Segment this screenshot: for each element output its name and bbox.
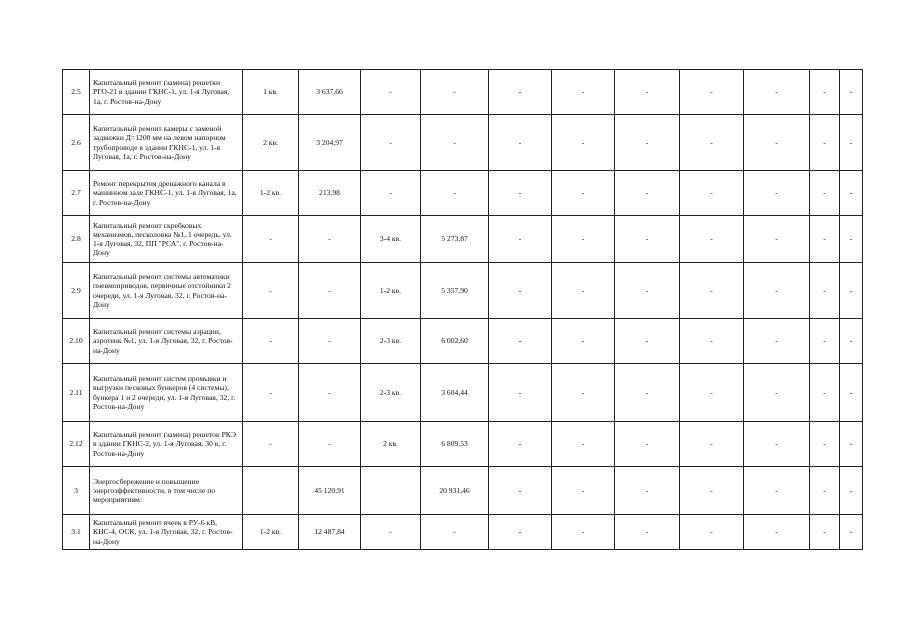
period-1: 1-2 кв. [243,515,299,550]
empty-period-cell: - [552,171,615,216]
empty-period-cell: - [810,263,840,319]
empty-period-cell: - [489,319,552,364]
table-row [63,467,863,515]
empty-period-cell: - [840,422,863,467]
empty-period-cell: - [615,115,680,171]
empty-period-cell: - [489,171,552,216]
empty-period-cell: - [552,319,615,364]
cost-2: 5 273,87 [421,216,489,263]
table-row [63,515,863,550]
cost-1: 3 637,66 [299,70,361,115]
empty-period-cell: - [744,70,810,115]
table-row [63,364,863,422]
empty-period-cell: - [615,319,680,364]
empty-period-cell: - [615,263,680,319]
period-2: - [361,70,421,115]
empty-period-cell: - [744,467,810,515]
cost-1: - [299,319,361,364]
row-number: 2.10 [63,319,90,364]
work-description: Капитальный ремонт системы автоматики пневмоприводов, первичные отстойники 2 очереди, ул. 1-я Луговая, 32, г. Ростов-на-Дону [90,263,243,319]
empty-period-cell: - [810,467,840,515]
empty-period-cell: - [489,467,552,515]
empty-period-cell: - [744,171,810,216]
empty-period-cell: - [615,515,680,550]
work-description: Капитальный ремонт (замена) решетки РГО-21 в здании ГКНС-1, ул. 1-я Луговая, 1а, г. Ростов-на-Дону [90,70,243,115]
period-2: 2 кв. [361,422,421,467]
empty-period-cell: - [680,467,744,515]
empty-period-cell: - [615,70,680,115]
period-1: - [243,364,299,422]
empty-period-cell: - [744,319,810,364]
empty-period-cell: - [680,515,744,550]
empty-period-cell: - [840,216,863,263]
cost-2: 6 809,53 [421,422,489,467]
cost-2: 5 357,90 [421,263,489,319]
empty-period-cell: - [840,171,863,216]
table-body [63,70,863,550]
table-row [63,70,863,115]
period-1: 1 кв. [243,70,299,115]
cost-1: 213,98 [299,171,361,216]
row-number: 3.1 [63,515,90,550]
empty-period-cell: - [840,515,863,550]
period-1: - [243,263,299,319]
work-description: Капитальный ремонт скребковых механизмов, песколовка №1, 1 очередь, ул. 1-я Луговая, 32, ПП "РСА", г. Ростов-на-Дону [90,216,243,263]
empty-period-cell: - [680,422,744,467]
period-1: 2 кв. [243,115,299,171]
empty-period-cell: - [744,263,810,319]
empty-period-cell: - [489,216,552,263]
period-2: 2-3 кв. [361,364,421,422]
period-1: - [243,319,299,364]
empty-period-cell: - [680,216,744,263]
empty-period-cell: - [744,364,810,422]
row-number: 2.7 [63,171,90,216]
work-description: Капитальный ремонт системы аэрации, аэротенк №1, ул. 1-я Луговая, 32, г. Ростов-на-Дону [90,319,243,364]
empty-period-cell: - [810,422,840,467]
work-description: Капитальный ремонт ячеек в РУ-6 кВ, КНС-4, ОСК, ул. 1-я Луговая, 32, г. Ростов-на-Дону [90,515,243,550]
work-description: Капитальный ремонт (замена) решеток РКЭ в здании ГКНС-2, ул. 1-я Луговая, 30 в, г. Ростов-на-Дону [90,422,243,467]
empty-period-cell: - [840,115,863,171]
period-2: 2-3 кв. [361,319,421,364]
empty-period-cell: - [810,115,840,171]
cost-2: - [421,115,489,171]
period-2: 1-2 кв. [361,263,421,319]
cost-2: - [421,70,489,115]
empty-period-cell: - [744,515,810,550]
table-row [63,171,863,216]
empty-period-cell: - [615,171,680,216]
empty-period-cell: - [552,263,615,319]
empty-period-cell: - [615,364,680,422]
table-row [63,115,863,171]
period-1: - [243,422,299,467]
empty-period-cell: - [840,70,863,115]
empty-period-cell: - [489,422,552,467]
period-1 [243,467,299,515]
works-table [62,69,863,550]
empty-period-cell: - [840,263,863,319]
empty-period-cell: - [615,467,680,515]
cost-1: - [299,216,361,263]
cost-2: - [421,515,489,550]
cost-2: 6 002,60 [421,319,489,364]
table-row [63,422,863,467]
empty-period-cell: - [680,263,744,319]
empty-period-cell: - [680,364,744,422]
empty-period-cell: - [489,515,552,550]
empty-period-cell: - [810,171,840,216]
empty-period-cell: - [840,319,863,364]
empty-period-cell: - [489,70,552,115]
row-number: 2.9 [63,263,90,319]
cost-1: - [299,263,361,319]
empty-period-cell: - [615,216,680,263]
period-2 [361,467,421,515]
cost-1: 12 487,84 [299,515,361,550]
cost-1: 45 120,91 [299,467,361,515]
work-description: Капитальный ремонт систем промывки и выгрузки песковых бункеров (4 системы), бункера 1 и 2 очереди, ул. 1-я Луговая, 32, г. Ростов-на-Дону [90,364,243,422]
cost-2: 20 931,46 [421,467,489,515]
empty-period-cell: - [552,115,615,171]
empty-period-cell: - [552,422,615,467]
empty-period-cell: - [810,319,840,364]
table-row [63,216,863,263]
period-1: 1-2 кв. [243,171,299,216]
cost-1: - [299,364,361,422]
work-description: Энергосбережение и повышение энергоэффективности, в том числе по мероприятиям: [90,467,243,515]
empty-period-cell: - [840,364,863,422]
cost-1: 3 204,97 [299,115,361,171]
empty-period-cell: - [680,70,744,115]
empty-period-cell: - [810,216,840,263]
period-2: 3-4 кв. [361,216,421,263]
row-number: 2.11 [63,364,90,422]
empty-period-cell: - [489,115,552,171]
row-number: 2.6 [63,115,90,171]
work-description: Капитальный ремонт камеры с заменой задвижки Д=1200 мм на левом напорном трубопроводе в здании ГКНС-1, ул. 1-я Луговая, 1а, г. Ростов-на-Дону [90,115,243,171]
empty-period-cell: - [489,263,552,319]
empty-period-cell: - [552,70,615,115]
empty-period-cell: - [552,467,615,515]
empty-period-cell: - [552,216,615,263]
empty-period-cell: - [680,171,744,216]
row-number: 2.8 [63,216,90,263]
empty-period-cell: - [552,364,615,422]
empty-period-cell: - [489,364,552,422]
period-1: - [243,216,299,263]
empty-period-cell: - [744,422,810,467]
empty-period-cell: - [680,115,744,171]
table-row [63,319,863,364]
row-number: 2.5 [63,70,90,115]
empty-period-cell: - [744,216,810,263]
empty-period-cell: - [615,422,680,467]
empty-period-cell: - [840,467,863,515]
empty-period-cell: - [810,70,840,115]
period-2: - [361,515,421,550]
empty-period-cell: - [810,364,840,422]
row-number: 2.12 [63,422,90,467]
empty-period-cell: - [810,515,840,550]
cost-2: 3 604,44 [421,364,489,422]
cost-1: - [299,422,361,467]
cost-2: - [421,171,489,216]
period-2: - [361,115,421,171]
table-row [63,263,863,319]
empty-period-cell: - [680,319,744,364]
empty-period-cell: - [552,515,615,550]
empty-period-cell: - [744,115,810,171]
row-number: 3 [63,467,90,515]
work-description: Ремонт перекрытия дренажного канала в машинном зале ГКНС-1, ул. 1-я Луговая, 1а, г. Ростов-на-Дону [90,171,243,216]
period-2: - [361,171,421,216]
